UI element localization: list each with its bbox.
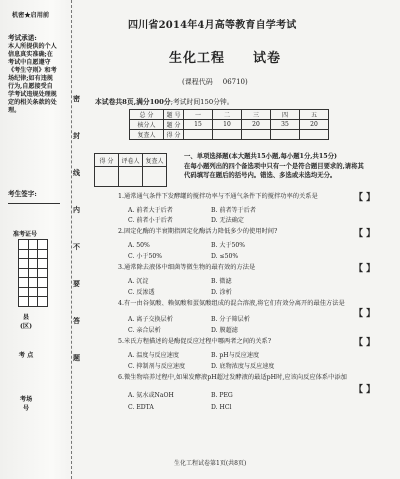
answer-bracket-1: 【 】 (354, 193, 376, 203)
full-score: 100分 (149, 98, 171, 106)
exam-commitment-title: 考试承诺: (8, 34, 37, 42)
question-number: 3. (118, 264, 124, 271)
score-box (95, 167, 119, 187)
grid-cell (28, 297, 38, 307)
course-code-label: (课程代码 (182, 78, 213, 86)
question-number: 6. (118, 374, 124, 381)
score-cell-3 (242, 130, 271, 140)
grid-cell (28, 259, 38, 269)
subject-name: 生化工程 (169, 51, 226, 66)
q4-option-c: C. 亲合层析 (128, 327, 161, 334)
grid-cell (19, 268, 29, 278)
confidential-mark: 机密★启用前 (12, 12, 50, 19)
q4-option-d: D. 膜超滤 (211, 327, 238, 334)
grid-cell (38, 268, 48, 278)
question-2 (118, 228, 335, 236)
section-2-header: 二 (213, 110, 242, 120)
q3-option-b: B. 微滤 (211, 278, 232, 285)
q2-option-a: A. 50% (128, 242, 150, 249)
q5-option-c: C. 抑制剂与反应速度 (128, 363, 186, 370)
grid-cell (28, 268, 38, 278)
grid-cell (38, 297, 48, 307)
q3-option-c: C. 反渗透 (128, 289, 155, 296)
q5-option-a: A. 温度与反应速度 (128, 352, 179, 359)
question-text: 固定化酶的半衰期指固定化酶活力降低多少的使用时间? (123, 228, 278, 235)
q1-option-c: C. 前者小于后者 (128, 217, 173, 224)
signature-label: 考生签字: (8, 190, 37, 198)
q2-option-b: B. 大于50% (211, 242, 246, 249)
q5-option-d: D. 底物浓度与反应速度 (211, 363, 275, 370)
q5-option-b: B. pH与反应速度 (211, 352, 260, 359)
question-6 (118, 374, 364, 382)
question-number: 1. (118, 193, 124, 200)
signature-line (8, 203, 60, 204)
grid-cell (28, 287, 38, 297)
section-5-points: 20 (300, 120, 329, 130)
exam-site-label: 考 点 (18, 352, 34, 359)
section-5-header: 五 (300, 110, 329, 120)
question-text: 有一由谷氨酸、赖氨酸和蛋氨酸组成的混合溶液,将它们有效分离开的最佳方法是 (123, 300, 345, 307)
question-text: 通常除去液体中细菌等微生物的最有效的方法是 (123, 264, 256, 271)
course-code (182, 77, 248, 87)
total-score-header: 总 分 (130, 110, 164, 120)
grid-cell (19, 249, 29, 259)
score-table (129, 109, 329, 140)
question-1 (118, 193, 335, 201)
duration: ;考试时间150分钟。 (170, 98, 234, 106)
grader-box-cell (119, 167, 143, 187)
grid-cell (28, 240, 38, 250)
question-5 (118, 338, 338, 346)
score-cell-4 (271, 130, 300, 140)
q6-option-d: D. HCl (211, 404, 232, 411)
q1-option-b: B. 前者等于后者 (211, 207, 256, 214)
question-text: 米氏方程描述的是酶促反应过程中哪两者之间的关系? (123, 338, 272, 345)
q3-option-d: D. 涂析 (211, 289, 232, 296)
q4-option-b: B. 分子筛层析 (211, 316, 250, 323)
question-text: 通常通气条件下发酵罐的搅拌功率与不通气条件下的搅拌功率的关系是 (123, 193, 318, 200)
section-2-points: 10 (213, 120, 242, 130)
reviewer-label: 复查人 (130, 130, 164, 140)
section-description: (本大题共15小题,每小题1分,共15分) (228, 153, 338, 160)
exam-title: 四川省2014年4月高等教育自学考试 (128, 20, 297, 31)
answer-bracket-5: 【 】 (354, 338, 376, 348)
grid-cell (38, 259, 48, 269)
section-1-header: 一 (184, 110, 213, 120)
grader-box (94, 153, 167, 187)
total-prefix: 本试卷共8页,满分 (95, 98, 150, 106)
grid-cell (28, 278, 38, 288)
seal-instruction: 密封线内不要答题 (73, 94, 80, 362)
q3-option-a: A. 沉淀 (128, 278, 149, 285)
q4-option-a: A. 离子交换层析 (128, 316, 173, 323)
score-header: 得 分 (95, 154, 119, 167)
grid-cell (38, 240, 48, 250)
exam-commitment-text: 本人所提供的个人信息真实准确;在考试中自愿遵守《考生守则》和考场纪律;如有违规行为,自愿接受自学考试违规处理规定的相关条款的处理。 (8, 43, 57, 115)
grader-header: 评卷人 (119, 154, 143, 167)
exam-room-label: 考场号 (19, 396, 33, 412)
question-score-label: 题 分 (164, 120, 184, 130)
section-4-points: 35 (271, 120, 300, 130)
question-3 (118, 264, 335, 272)
grid-cell (28, 249, 38, 259)
q2-option-c: C. 小于50% (128, 253, 163, 260)
answer-bracket-4: 【 】 (354, 309, 376, 319)
q1-option-a: A. 前者大于后者 (128, 207, 173, 214)
grid-cell (19, 240, 29, 250)
reviewer-header: 复查人 (143, 154, 167, 167)
answer-bracket-3: 【 】 (354, 264, 376, 274)
score-cell-5 (300, 130, 329, 140)
score-cell-2 (213, 130, 242, 140)
question-number: 2. (118, 228, 124, 235)
grid-cell (19, 278, 29, 288)
section-1-points: 15 (184, 120, 213, 130)
q6-option-a: A. 氨水或NaOH (128, 392, 174, 399)
answer-bracket-2: 【 】 (354, 229, 376, 239)
verifier-label: 核分人 (130, 120, 164, 130)
obtained-score-label: 得 分 (164, 130, 184, 140)
grid-cell (19, 287, 29, 297)
q6-option-c: C. EDTA (128, 404, 154, 411)
section-3-points: 20 (242, 120, 271, 130)
grid-cell (19, 297, 29, 307)
seal-cut-line (71, 0, 72, 479)
admit-number-grid (18, 239, 48, 307)
district-label: 县(区) (19, 314, 33, 330)
admit-number-label: 准考证号 (13, 231, 38, 238)
paper-total-info (95, 96, 234, 106)
score-cell-1 (184, 130, 213, 140)
question-number-header: 题 号 (164, 110, 184, 120)
grid-cell (19, 259, 29, 269)
grid-cell (38, 278, 48, 288)
section-heading (184, 152, 368, 181)
section-3-header: 三 (242, 110, 271, 120)
q6-option-b: B. PEG (211, 392, 233, 399)
grid-cell (38, 287, 48, 297)
section-title: 一、单项选择题 (184, 153, 229, 160)
question-number: 4. (118, 300, 124, 307)
course-code-value: 06710) (222, 78, 248, 86)
section-4-header: 四 (271, 110, 300, 120)
question-text: 微生物培养过程中,如果发酵液pH超过发酵液的最适pH时,应该向反应体系中添加 (123, 374, 347, 381)
q2-option-d: D. ≤50% (211, 253, 239, 260)
paper-type: 试卷 (253, 51, 282, 66)
question-4 (118, 300, 361, 308)
question-number: 5. (118, 338, 124, 345)
section-instructions: 在每小题列出的四个备选项中只有一个是符合题目要求的,请将其代码填写在题后的括号内。错选、多选或未选均无分。 (184, 162, 364, 180)
answer-bracket-6: 【 】 (354, 385, 376, 395)
grid-cell (38, 249, 48, 259)
reviewer-box-cell (143, 167, 167, 187)
paper-subject (169, 47, 281, 66)
page-footer: 生化工程试卷第1页(共8页) (174, 460, 247, 467)
q1-option-d: D. 无法确定 (211, 217, 244, 224)
